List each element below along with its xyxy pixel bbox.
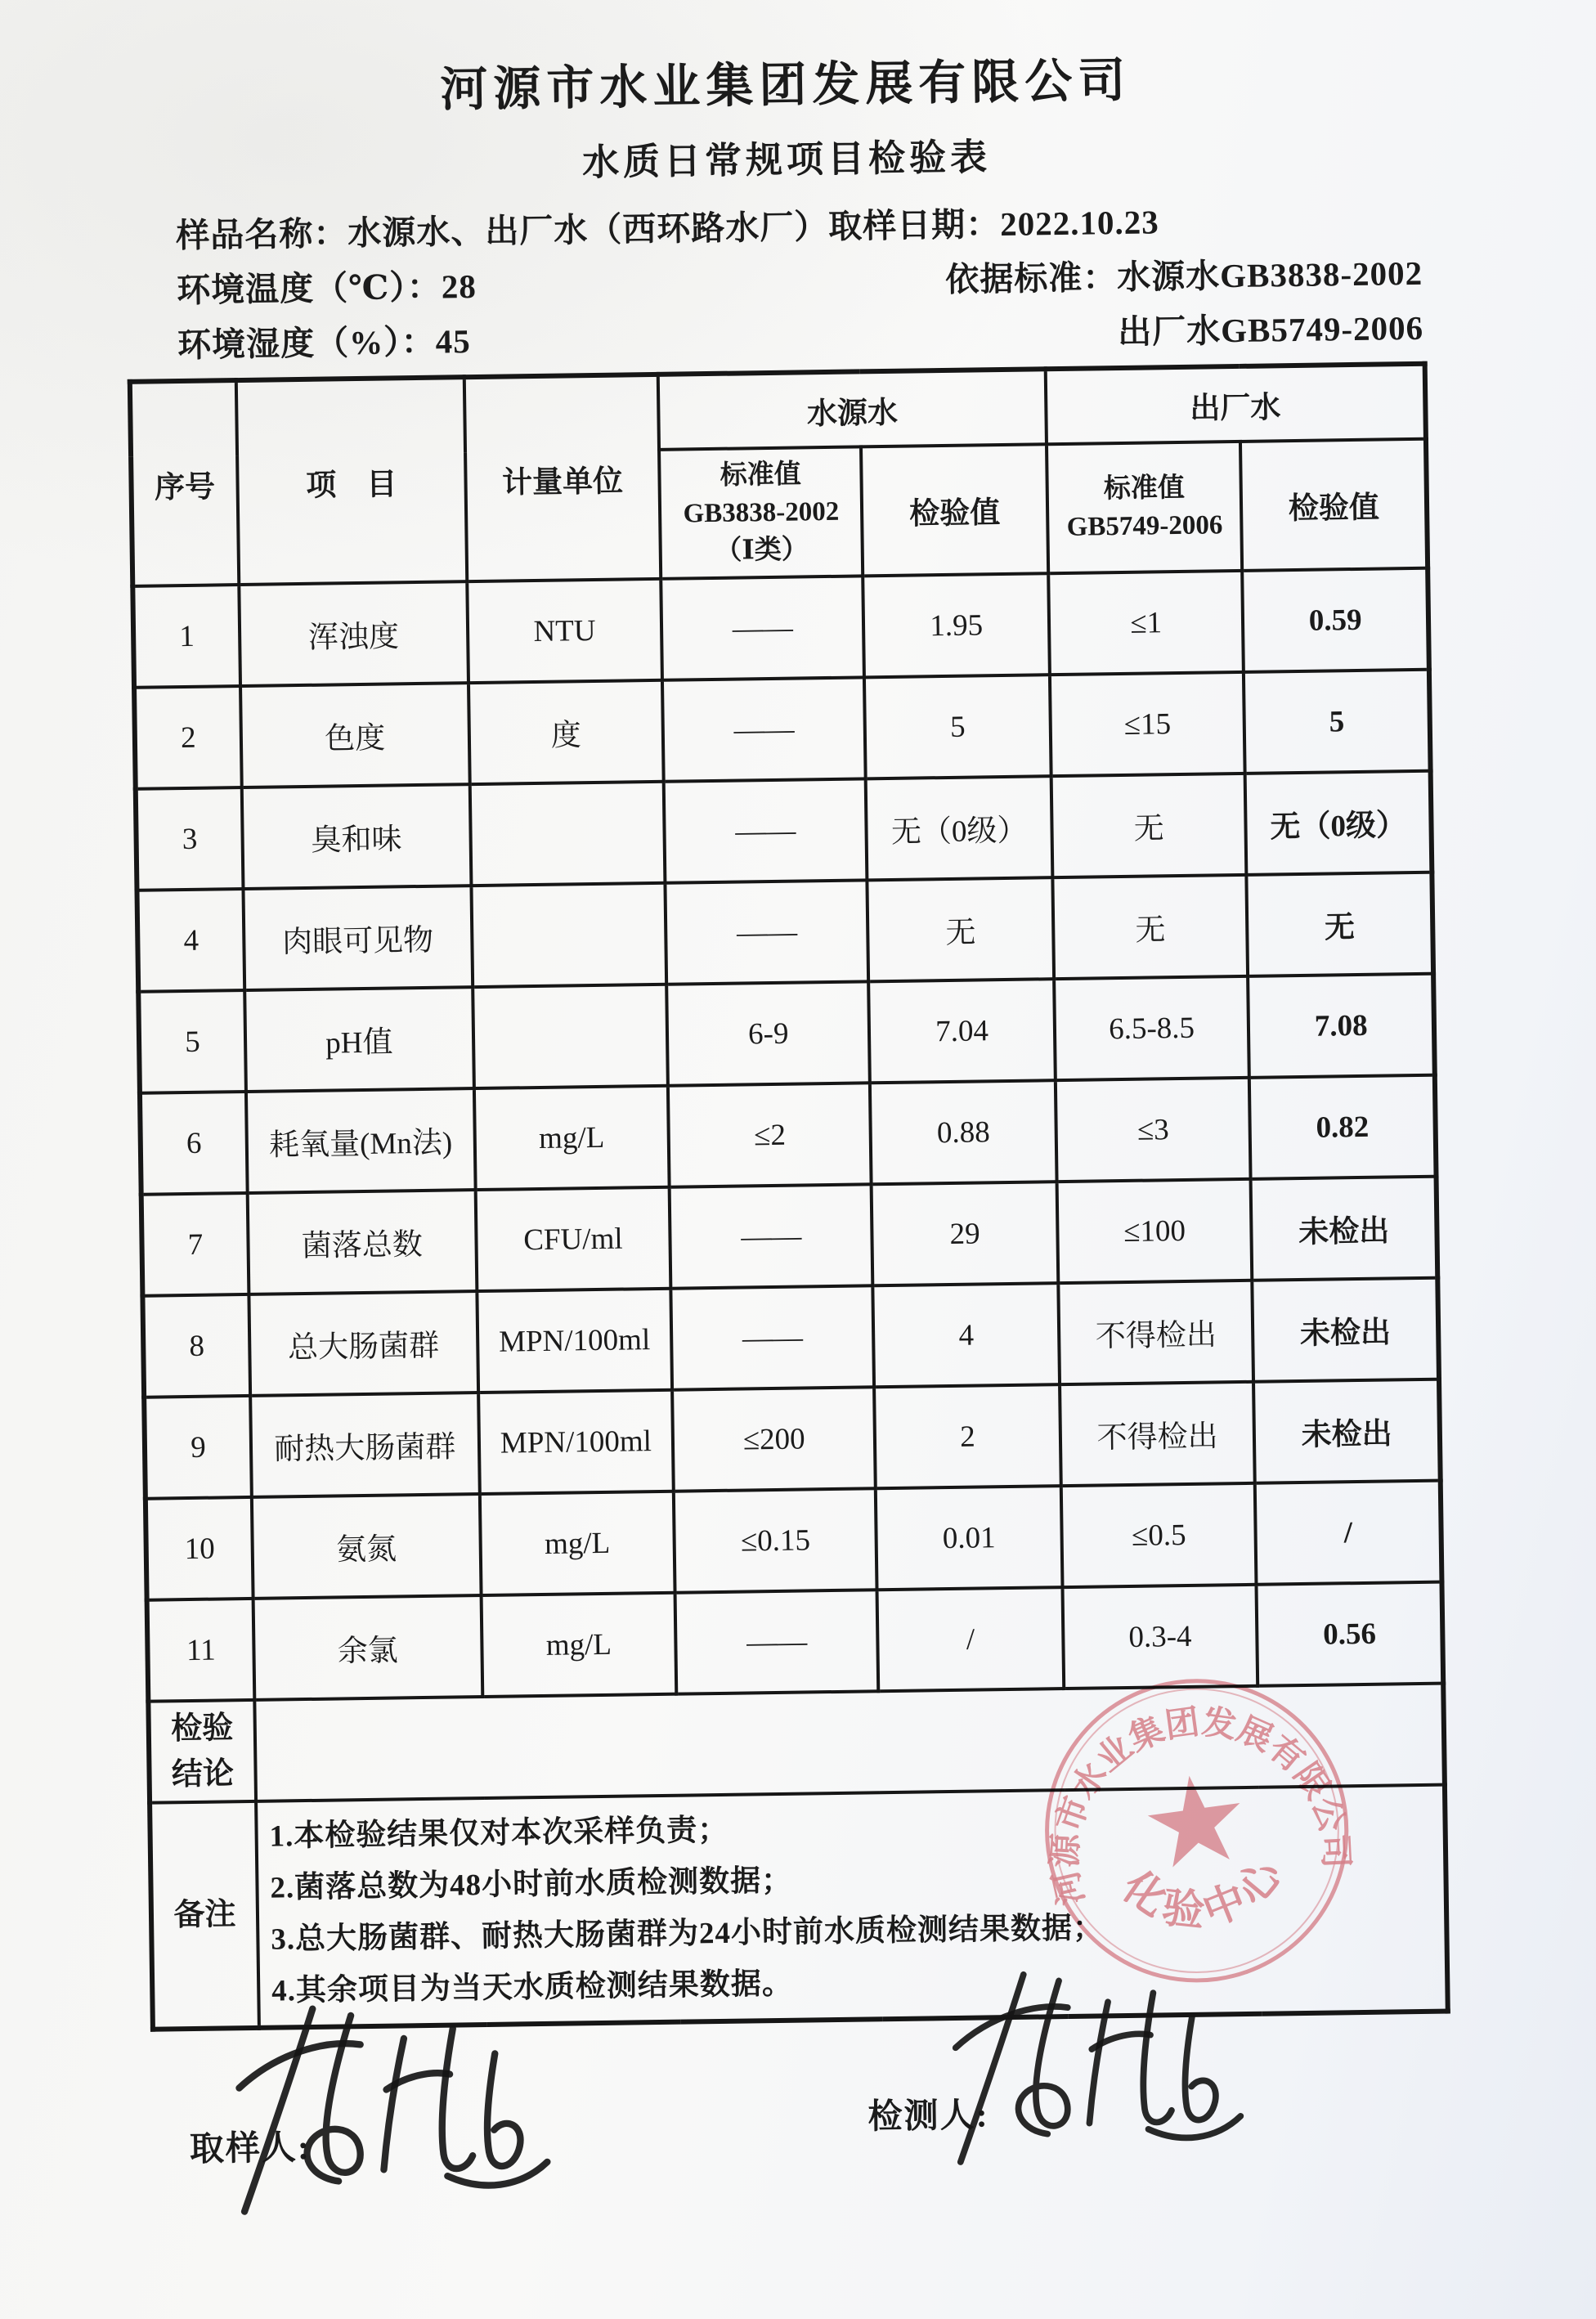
cell-factory-standard: 0.3-4 — [1062, 1585, 1258, 1689]
cell-source-standard: ≤0.15 — [674, 1488, 877, 1592]
cell-factory-standard: ≤100 — [1056, 1179, 1252, 1283]
header-factory-standard: 标准值 GB5749-2006 — [1047, 442, 1243, 573]
remarks-label: 备注 — [150, 1801, 259, 2030]
sampling-date-value: 2022.10.23 — [999, 203, 1160, 244]
cell-factory-standard: 6.5-8.5 — [1054, 976, 1249, 1080]
conclusion-label: 检验 结论 — [148, 1700, 256, 1803]
cell-factory-standard: 无 — [1051, 774, 1246, 877]
cell-unit: MPN/100ml — [478, 1390, 674, 1494]
cell-factory-standard: ≤3 — [1056, 1078, 1251, 1182]
cell-unit: mg/L — [474, 1086, 670, 1190]
sample-name-value: 水源水、出厂水（西环路水厂） — [347, 207, 829, 253]
cell-factory-result: 无（0级） — [1245, 771, 1432, 875]
company-title: 河源市水业集团发展有限公司 — [439, 53, 1132, 117]
cell-item: pH值 — [244, 987, 473, 1092]
table-row — [141, 1177, 1438, 1296]
cell-factory-standard: 不得检出 — [1058, 1281, 1253, 1384]
table-row — [144, 1379, 1441, 1499]
cell-item: 色度 — [240, 683, 469, 787]
cell-source-result: 1.95 — [863, 573, 1050, 677]
cell-item: 余氯 — [253, 1595, 482, 1700]
cell-item: 耗氧量(Mn法) — [246, 1088, 475, 1193]
cell-unit: mg/L — [481, 1593, 676, 1697]
cell-item: 耐热大肠菌群 — [250, 1393, 479, 1497]
table-row — [146, 1481, 1442, 1600]
cell-source-result: 0.01 — [876, 1486, 1062, 1590]
cell-no: 9 — [144, 1396, 252, 1499]
cell-source-result: 0.88 — [870, 1080, 1056, 1184]
sampler-signature — [225, 1983, 555, 2233]
reference-standard-factory: 出厂水GB5749-2006 — [1117, 308, 1424, 352]
cell-source-standard: ≤2 — [668, 1083, 872, 1186]
cell-source-result: 无（0级） — [866, 776, 1052, 880]
cell-no: 7 — [141, 1193, 249, 1296]
header-source-result: 检验值 — [861, 444, 1048, 576]
cell-unit: NTU — [467, 579, 662, 683]
cell-factory-result: 0.56 — [1257, 1582, 1443, 1686]
cell-factory-result: 7.08 — [1249, 974, 1435, 1078]
cell-factory-result: 未检出 — [1251, 1177, 1437, 1281]
cell-source-result: 无 — [867, 877, 1054, 981]
cell-unit — [469, 782, 665, 886]
cell-factory-standard: ≤0.5 — [1061, 1483, 1257, 1587]
table-row — [134, 670, 1431, 789]
cell-factory-result: 0.59 — [1243, 568, 1429, 672]
seal-ring-text: 河源市水业集团发展有限公司 — [1047, 1703, 1355, 1909]
remark-line: 2.菌落总数为48小时前水质检测数据； — [270, 1864, 793, 1905]
cell-factory-result: 无 — [1247, 872, 1433, 976]
tester-label: 检测人: — [867, 2097, 989, 2137]
cell-unit: 度 — [468, 680, 664, 784]
cell-no: 10 — [146, 1497, 253, 1600]
cell-no: 2 — [134, 686, 242, 789]
cell-source-standard: ≤200 — [672, 1387, 876, 1491]
cell-item: 氨氮 — [252, 1494, 481, 1599]
header-source-standard: 标准值 GB3838-2002 （Ⅰ类） — [659, 446, 863, 578]
cell-item: 总大肠菌群 — [249, 1291, 477, 1396]
cell-source-standard: —— — [661, 576, 864, 680]
cell-source-result: 4 — [873, 1283, 1060, 1387]
cell-unit: MPN/100ml — [477, 1289, 672, 1393]
table-row — [132, 568, 1429, 688]
reference-standard-source: 依据标准：水源水GB3838-2002 — [944, 253, 1423, 298]
cell-item: 肉眼可见物 — [243, 886, 472, 990]
remark-line: 1.本检验结果仅对本次采样负责； — [269, 1813, 729, 1854]
cell-source-result: 29 — [872, 1182, 1058, 1285]
cell-unit: mg/L — [479, 1491, 675, 1595]
cell-unit — [473, 985, 668, 1088]
cell-source-result: 7.04 — [868, 979, 1055, 1083]
cell-no: 4 — [137, 889, 244, 992]
cell-factory-standard: ≤15 — [1050, 672, 1245, 776]
header-no: 序号 — [130, 380, 239, 586]
report-title: 水质日常规项目检验表 — [581, 137, 992, 184]
cell-no: 6 — [140, 1092, 248, 1195]
cell-factory-result: 未检出 — [1253, 1278, 1439, 1382]
table-row — [138, 974, 1435, 1093]
env-humidity: 环境湿度（%）：45 — [177, 322, 471, 365]
sample-info-block — [176, 191, 1424, 373]
env-temperature: 环境温度（℃）：28 — [176, 267, 477, 310]
cell-source-standard: —— — [662, 677, 866, 781]
company-seal-stamp — [1032, 1666, 1362, 1996]
seal-center-text: 化验中心 — [1114, 1846, 1296, 1937]
sample-name-label: 样品名称： — [175, 214, 348, 255]
cell-unit: CFU/ml — [475, 1187, 670, 1291]
sampler-label: 取样人: — [189, 2129, 312, 2169]
cell-factory-result: 0.82 — [1249, 1075, 1436, 1179]
cell-source-standard: 6-9 — [666, 981, 870, 1085]
header-item: 项 目 — [236, 377, 467, 585]
cell-factory-result: / — [1255, 1481, 1441, 1585]
header-factory-result: 检验值 — [1240, 439, 1428, 571]
svg-text:化验中心 — [1109, 1841, 1302, 1949]
cell-source-result: / — [877, 1587, 1064, 1691]
remark-line: 3.总大肠菌群、耐热大肠菌群为24小时前水质检测结果数据； — [271, 1911, 1105, 1957]
cell-item: 浑浊度 — [239, 581, 468, 686]
sampling-date-label: 取样日期： — [827, 205, 1001, 245]
table-row — [137, 872, 1433, 992]
cell-factory-result: 5 — [1244, 670, 1430, 774]
table-row — [136, 771, 1432, 890]
cell-item: 菌落总数 — [248, 1190, 477, 1294]
cell-source-standard: —— — [671, 1285, 875, 1389]
table-row — [142, 1278, 1439, 1397]
cell-no: 8 — [142, 1294, 250, 1397]
cell-source-result: 2 — [874, 1384, 1060, 1488]
header-factory-water-group: 出厂水 — [1046, 364, 1426, 444]
cell-source-standard: —— — [675, 1590, 879, 1693]
cell-factory-standard: 不得检出 — [1060, 1382, 1255, 1486]
table-row — [140, 1075, 1437, 1195]
cell-source-standard: —— — [666, 880, 869, 984]
cell-no: 5 — [138, 990, 246, 1093]
cell-factory-standard: ≤1 — [1048, 571, 1244, 675]
cell-source-standard: —— — [670, 1184, 873, 1288]
cell-factory-result: 未检出 — [1253, 1379, 1440, 1483]
tester-signature — [943, 1950, 1249, 2182]
cell-item: 臭和味 — [242, 784, 471, 889]
cell-source-standard: —— — [664, 778, 867, 882]
cell-no: 1 — [132, 585, 240, 688]
seal-star-icon — [1143, 1770, 1247, 1869]
cell-no: 11 — [147, 1599, 255, 1702]
header-unit: 计量单位 — [464, 375, 661, 581]
cell-no: 3 — [136, 787, 244, 890]
cell-source-result: 5 — [864, 675, 1051, 778]
cell-unit — [471, 883, 666, 987]
remark-line: 4.其余项目为当天水质检测结果数据。 — [271, 1967, 794, 2008]
header-source-water-group: 水源水 — [658, 369, 1047, 450]
cell-factory-standard: 无 — [1052, 875, 1248, 979]
